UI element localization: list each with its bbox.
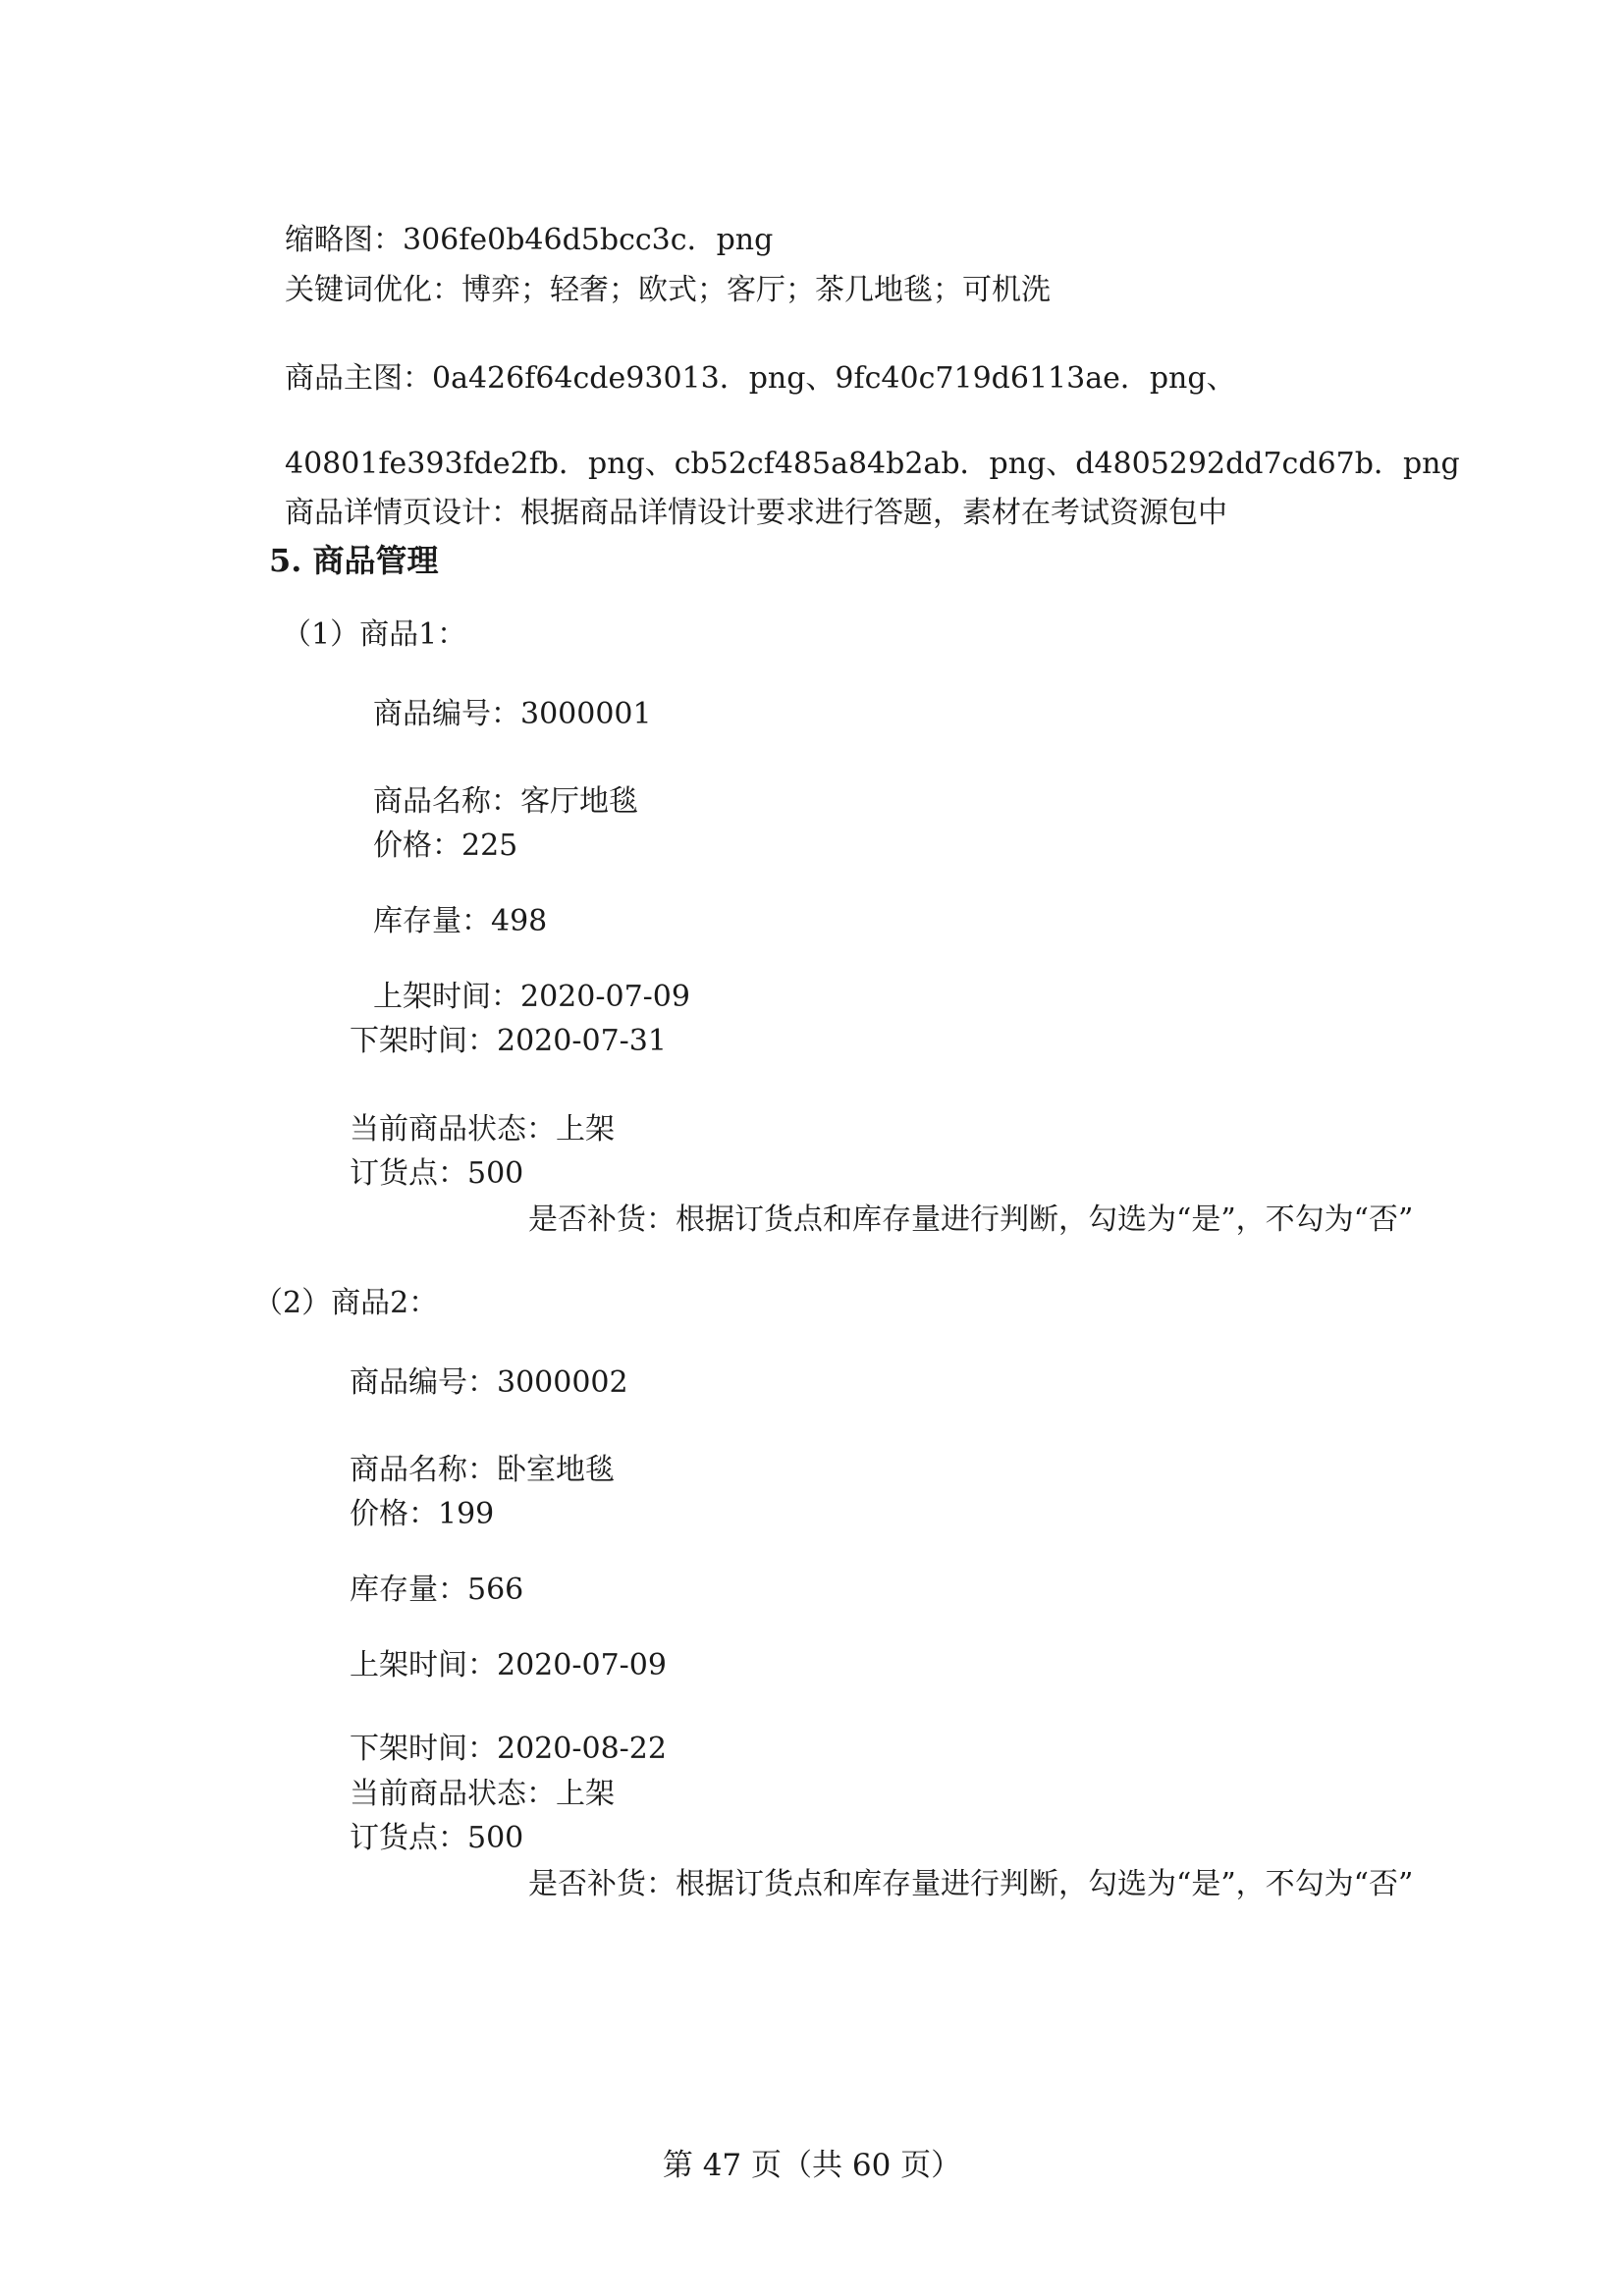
product1-name: 商品名称：客厅地毯 [373,784,638,819]
product1-restock-note: 是否补货：根据订货点和库存量进行判断，勾选为“是”，不勾为“否” [528,1202,1414,1237]
product1-reorder-point: 订货点：500 [350,1156,524,1191]
product2-header: （2）商品2： [253,1286,439,1320]
product1-on-shelf: 上架时间：2020-07-09 [373,980,690,1014]
thumbnail-line: 缩略图：306fe0b46d5bcc3c．png [285,223,774,257]
page-number-footer: 第 47 页（共 60 页） [662,2148,962,2183]
keywords-line: 关键词优化：博弈；轻奢；欧式；客厅；茶几地毯；可机洗 [285,273,1051,307]
product1-status: 当前商品状态：上架 [350,1112,615,1147]
product2-name: 商品名称：卧室地毯 [350,1453,615,1487]
product1-id: 商品编号：3000001 [373,697,652,731]
product2-on-shelf: 上架时间：2020-07-09 [350,1648,667,1682]
product1-header: （1）商品1： [282,617,467,652]
product2-restock-note: 是否补货：根据订货点和库存量进行判断，勾选为“是”，不勾为“否” [528,1867,1414,1901]
product1-price: 价格：225 [373,828,518,863]
product2-id: 商品编号：3000002 [350,1365,628,1400]
product2-off-shelf: 下架时间：2020-08-22 [350,1732,667,1766]
product1-off-shelf: 下架时间：2020-07-31 [350,1024,667,1058]
product2-stock: 库存量：566 [350,1573,524,1607]
main-images-line-2: 40801fe393fde2fb．png、cb52cf485a84b2ab．png、d4805292dd7cd67b．png [285,447,1460,481]
product2-price: 价格：199 [350,1497,495,1531]
product2-reorder-point: 订货点：500 [350,1821,524,1855]
section-title: 5. 商品管理 [269,542,439,579]
product1-stock: 库存量：498 [373,904,548,938]
product2-status: 当前商品状态：上架 [350,1777,615,1811]
main-images-line-1: 商品主图：0a426f64cde93013．png、9fc40c719d6113ae．png、 [285,361,1236,396]
detail-design-line: 商品详情页设计：根据商品详情设计要求进行答题，素材在考试资源包中 [285,496,1227,530]
